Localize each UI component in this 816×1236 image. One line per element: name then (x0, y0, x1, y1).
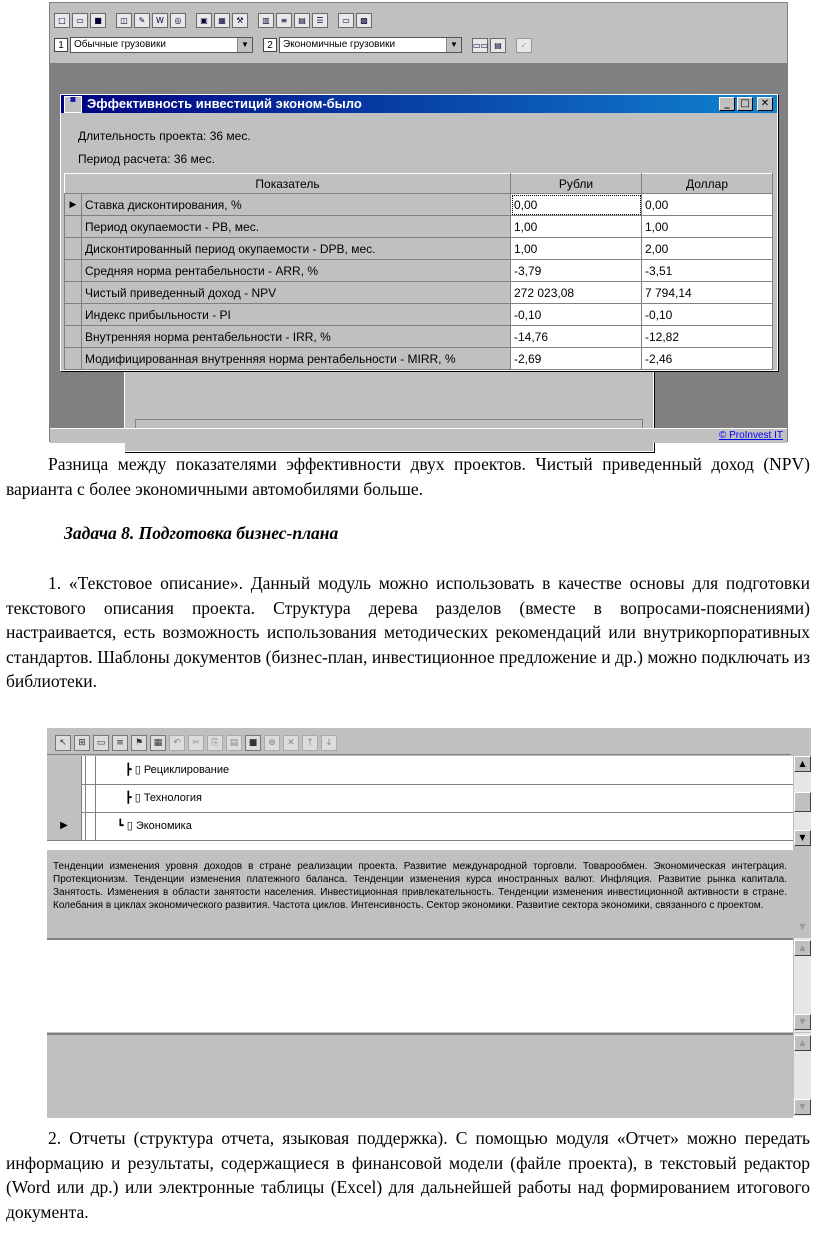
move-up-icon: ↑ (302, 735, 318, 751)
scroll-up-icon[interactable]: ▲ (794, 1035, 811, 1051)
compare-settings-icon[interactable]: ▤ (490, 38, 506, 53)
section-heading: Задача 8. Подготовка бизнес-плана (64, 523, 339, 543)
column-header-indicator[interactable]: Показатель (65, 174, 511, 194)
paragraph-text-module (6, 571, 810, 694)
insert-icon: ⊕ (264, 735, 280, 751)
paragraph-difference (6, 452, 810, 501)
edit-icon[interactable]: ✎ (134, 13, 150, 28)
notes-scrollbar[interactable] (793, 1033, 811, 1116)
row-value-usd[interactable]: 1,00 (642, 216, 773, 238)
main-toolbar (54, 9, 372, 31)
move-down-icon: ↓ (321, 735, 337, 751)
paragraph-reports (6, 1126, 810, 1224)
save-icon[interactable]: ■ (90, 13, 106, 28)
window-title: Эффективность инвестиций эконом-было (87, 96, 362, 111)
editor-toolbar (47, 731, 791, 755)
efficiency-window (60, 94, 778, 371)
project2-select[interactable] (279, 37, 462, 53)
open-folder-icon[interactable]: ▭ (72, 13, 88, 28)
row-value-rub[interactable]: 1,00 (511, 238, 642, 260)
table-row[interactable] (65, 282, 773, 304)
business-plan-screenshot (47, 728, 811, 1116)
chart-disabled-icon: ✓ (516, 38, 532, 53)
table-row[interactable] (65, 326, 773, 348)
chart-icon[interactable]: ▦ (214, 13, 230, 28)
column-header-rub[interactable]: Рубли (511, 174, 642, 194)
row-name: Чистый приведенный доход - NPV (82, 282, 511, 304)
list-icon[interactable]: ≡ (112, 735, 128, 751)
project1-value: Обычные грузовики (74, 39, 166, 50)
scroll-up-icon[interactable]: ▲ (794, 940, 811, 956)
project2-value: Экономичные грузовики (283, 39, 396, 50)
table-row[interactable] (65, 238, 773, 260)
row-name: Модифицированная внутренняя норма рентабельности - MIRR, % (82, 348, 511, 370)
calculation-period: Период расчета: 36 мес. (78, 152, 215, 166)
window-titlebar (61, 95, 777, 113)
table-row[interactable] (65, 216, 773, 238)
cursor-icon[interactable]: ↖ (55, 735, 71, 751)
row-name: Период окупаемости - PB, мес. (82, 216, 511, 238)
editor-scrollbar[interactable] (793, 938, 811, 1032)
tree-item-label: Технология (143, 792, 203, 804)
doc-icon: ▯ (134, 764, 141, 776)
print-preview-icon[interactable]: ◫ (116, 13, 132, 28)
row-value-rub[interactable]: -14,76 (511, 326, 642, 348)
table-row[interactable] (65, 194, 773, 216)
maximize-icon[interactable]: □ (737, 97, 753, 111)
desc-scrollbar[interactable] (794, 920, 811, 936)
new-file-icon[interactable]: □ (54, 13, 70, 28)
export-icon[interactable]: ▩ (356, 13, 372, 28)
row-value-usd[interactable]: -3,51 (642, 260, 773, 282)
paragraph-difference-text: Разница между показателями эффективности двух проектов. Чистый приведенный доход (NPV) варианта с более экономичными автомобилями больше. (6, 454, 810, 499)
internet-icon[interactable]: ◎ (170, 13, 186, 28)
row-value-usd[interactable]: 7 794,14 (642, 282, 773, 304)
scroll-down-icon[interactable]: ▼ (794, 830, 811, 846)
table-row[interactable] (65, 304, 773, 326)
status-bar (50, 428, 787, 443)
row-value-usd[interactable]: 2,00 (642, 238, 773, 260)
settings-icon[interactable]: ▣ (196, 13, 212, 28)
flag-icon[interactable]: ⚑ (131, 735, 147, 751)
row-value-usd[interactable]: -0,10 (642, 304, 773, 326)
save-icon[interactable]: ■ (245, 735, 261, 751)
scroll-down-icon[interactable]: ▼ (794, 1099, 811, 1115)
row-name: Ставка дисконтирования, % (82, 194, 511, 216)
close-icon[interactable]: ✕ (757, 97, 773, 111)
delete-icon: ✕ (283, 735, 299, 751)
minimize-icon[interactable]: _ (719, 97, 735, 111)
table-row[interactable] (65, 348, 773, 370)
table-row[interactable] (65, 260, 773, 282)
column-header-usd[interactable]: Доллар (642, 174, 773, 194)
row-pointer-icon: ▶ (47, 812, 82, 840)
row-value-usd[interactable]: 0,00 (642, 194, 773, 216)
project1-select[interactable] (70, 37, 253, 53)
tree-icon[interactable]: ⊞ (74, 735, 90, 751)
bar-chart-icon[interactable]: ▥ (258, 13, 274, 28)
list-icon[interactable]: ☰ (312, 13, 328, 28)
compare-icon[interactable]: ▭▭ (472, 38, 488, 53)
project-duration: Длительность проекта: 36 мес. (78, 129, 251, 143)
doc-icon: ▯ (126, 820, 133, 832)
efficiency-screenshot (49, 2, 788, 442)
project2-number: 2 (263, 38, 277, 52)
paste-icon: ▤ (226, 735, 242, 751)
row-value-usd[interactable]: -12,82 (642, 326, 773, 348)
chevron-down-icon[interactable]: ▼ (237, 38, 252, 52)
cut-icon: ✂ (188, 735, 204, 751)
row-name: Индекс прибыльности - PI (82, 304, 511, 326)
tree-item-economy[interactable]: ▶ ┗ ▯ Экономика (47, 812, 793, 841)
table-header (65, 174, 773, 194)
word-icon[interactable]: W (152, 13, 168, 28)
grid-icon[interactable]: ▦ (150, 735, 166, 751)
chevron-down-icon[interactable]: ▼ (446, 38, 461, 52)
copy-icon: ⎘ (207, 735, 223, 751)
row-value-rub[interactable]: 0,00 (511, 194, 642, 216)
report2-icon[interactable]: ▤ (294, 13, 310, 28)
tree-item-technology[interactable]: ┣ ▯ Технология (47, 784, 793, 813)
row-pointer-icon: ▶ (65, 194, 82, 216)
report-icon[interactable]: ≡ (276, 13, 292, 28)
row-value-rub[interactable]: 272 023,08 (511, 282, 642, 304)
paragraph-reports-text: 2. Отчеты (структура отчета, языковая поддержка). С помощью модуля «Отчет» можно передать информацию и результаты, содержащиеся в финансовой модели (файле проекта), в текстовый редактор (Word или др.) или электронные таблицы (Excel) для дальнейшей работы над формированием итогового документа. (6, 1128, 810, 1222)
editor-pane[interactable] (47, 938, 793, 1032)
tree-scrollbar[interactable] (793, 756, 811, 846)
scroll-down-icon[interactable]: ▼ (794, 920, 811, 936)
row-name: Внутренняя норма рентабельности - IRR, % (82, 326, 511, 348)
notes-pane[interactable] (47, 1033, 793, 1118)
tree-item-recycling[interactable]: ┣ ▯ Рециклирование (47, 756, 793, 785)
project1-number: 1 (54, 38, 68, 52)
scroll-up-icon[interactable]: ▲ (794, 756, 811, 772)
tree-item-label: Рециклирование (143, 764, 230, 776)
row-name: Средняя норма рентабельности - ARR, % (82, 260, 511, 282)
section-tree (47, 756, 806, 850)
row-value-rub[interactable]: -2,69 (511, 348, 642, 370)
scroll-thumb[interactable] (794, 792, 811, 812)
scroll-down-icon[interactable]: ▼ (794, 1014, 811, 1030)
undo-icon: ↶ (169, 735, 185, 751)
efficiency-table (64, 173, 773, 370)
tools-icon[interactable]: ⚒ (232, 13, 248, 28)
copyright-link[interactable]: © ProInvest IT (718, 430, 783, 441)
list2-icon[interactable]: ▭ (338, 13, 354, 28)
comment-icon[interactable]: ▭ (93, 735, 109, 751)
row-value-rub[interactable]: -3,79 (511, 260, 642, 282)
project-selector-bar (54, 34, 532, 56)
app-icon: ▦ (64, 96, 82, 113)
section-description: Тенденции изменения уровня доходов в стране реализации проекта. Развитие международной торговли. Товарообмен. Экономическая интеграция. Протекционизм. Тенденции изменения платежного баланса. Тенденции изменения курса иностранных валют. Инфляция. Развитие рынка капитала. Занятость. Изменения в области занятости населения. Инвестиционная привлекательность. Тенденции изменения инвестиционной активности в стране. Колебания в циклах экономического развития. Частота циклов. Интенсивность. Сектор экономики. Развитие сектора экономики, связанного с проектом. (47, 856, 793, 934)
row-value-usd[interactable]: -2,46 (642, 348, 773, 370)
doc-icon: ▯ (134, 792, 141, 804)
row-value-rub[interactable]: 1,00 (511, 216, 642, 238)
row-value-rub[interactable]: -0,10 (511, 304, 642, 326)
tree-item-label: Экономика (135, 820, 192, 832)
paragraph-text-module-text: 1. «Текстовое описание». Данный модуль можно использовать в качестве основы для подготовки текстового описания проекта. Структура дерева разделов (вместе в вопросами-пояснениями) настраивается, есть возможность использования методических рекомендаций или внутрикорпоративных стандартов. Шаблоны документов (бизнес-план, инвестиционное предложение и др.) можно подключать из библиотеки. (6, 573, 810, 691)
row-name: Дисконтированный период окупаемости - DPB, мес. (82, 238, 511, 260)
